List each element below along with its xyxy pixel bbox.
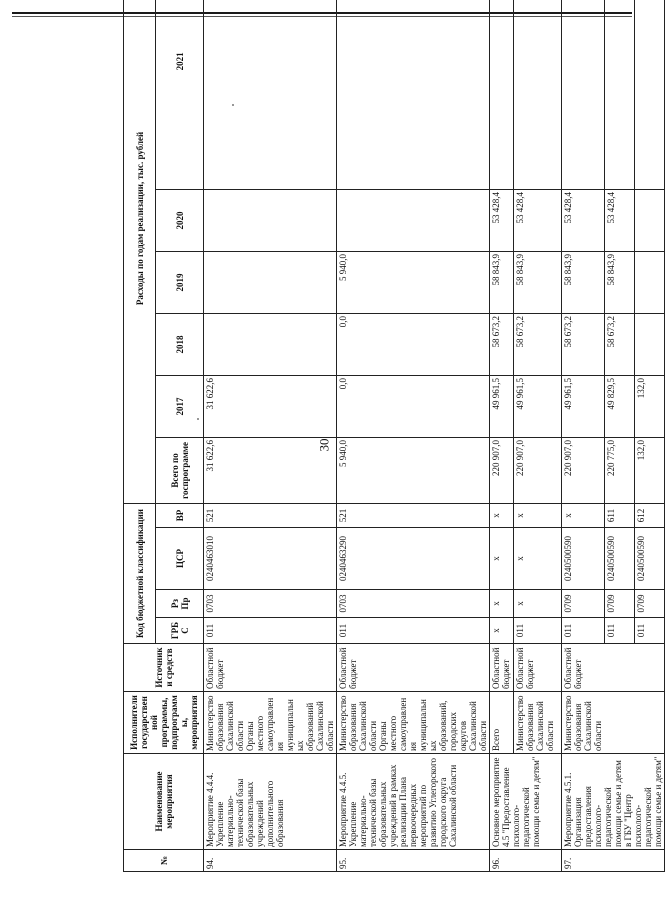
cell-rzpr: 0709 [604,590,634,618]
cell-2021 [490,0,514,189]
cell-2017: 49 961,5 [562,375,605,437]
cell-rzpr: 0709 [634,590,664,618]
cell-csr: 0240463010 [204,528,337,590]
row-source: Областной бюджет [562,644,665,692]
header-year-2018: 2018 [156,313,204,375]
cell-csr: 0240500590 [604,528,634,590]
header-grbs: ГРБС [156,618,204,644]
cell-grbs: 011 [562,618,605,644]
cell-grbs: 011 [634,618,664,644]
cell-grbs: 011 [514,618,562,644]
cell-grbs: 011 [604,618,634,644]
header-name: Наименование мероприятия [124,754,204,850]
cell-grbs: х [490,618,514,644]
row-no: 95. [337,850,490,872]
header-no: № [124,850,204,872]
cell-vr: 611 [604,503,634,527]
cell-rzpr: 0703 [204,590,337,618]
cell-2019: 58 843,9 [562,251,605,313]
cell-2021 [604,0,634,189]
row-source: Областной бюджет [204,644,337,692]
cell-2021 [337,0,490,189]
row-no: 97. [562,850,665,872]
cell-2017: 49 829,5 [604,375,634,437]
cell-total: 5 940,0 [337,437,490,503]
row-executor: Министерство образования Сахалинской области [514,692,562,754]
cell-2017: 49 961,5 [514,375,562,437]
cell-2020 [634,189,664,251]
cell-2019: 5 940,0 [337,251,490,313]
cell-2019 [634,251,664,313]
cell-rzpr: 0703 [337,590,490,618]
cell-2017: 132,0 [634,375,664,437]
cell-2017: 31 622,6 [204,375,337,437]
row-name: Мероприятие 4.5.1. Организация предоставления психолого-педагогической помощи семье и детям в ГБУ "Центр психолого-педагогической помощи семье и детям" [562,754,665,850]
cell-csr: 0240463290 [337,528,490,590]
cell-2018: 58 673,2 [490,313,514,375]
table-row [490,0,514,872]
header-year-2019: 2019 [156,251,204,313]
cell-2018: 58 673,2 [604,313,634,375]
table-row [514,0,562,872]
cell-total: 220 907,0 [490,437,514,503]
cell-2020: 53 428,4 [514,189,562,251]
row-no: 94. [204,850,337,872]
rotated-table-wrapper [123,32,663,872]
cell-total: 220 907,0 [562,437,605,503]
row-name: Мероприятие 4.4.5. Укрепление материально-технической базы образовательных учреждений в рамках реализации Плана первоочередных мероприятий по развитию Углегорского городского округа Сахалинской области [337,754,490,850]
header-total: Всего по госпрограмме [156,437,204,503]
row-executor: Министерство образования Сахалинской области Органы местного самоуправления муниципальных образований, городских округов Сахалинской области [337,692,490,754]
cell-2017: 49 961,5 [490,375,514,437]
row-executor: Министерство образования Сахалинской области [562,692,665,754]
cell-2020: 53 428,4 [490,189,514,251]
cell-2020: 53 428,4 [604,189,634,251]
cell-rzpr: х [514,590,562,618]
row-executor: Всего [490,692,514,754]
cell-csr: 0240500590 [562,528,605,590]
cell-2021 [562,0,605,189]
cell-total: 220 907,0 [514,437,562,503]
cell-vr: 521 [337,503,490,527]
cell-2021 [204,0,337,189]
cell-total: 132,0 [634,437,664,503]
cell-2020 [204,189,337,251]
cell-2018 [634,313,664,375]
cell-2021 [634,0,664,189]
cell-vr: х [490,503,514,527]
cell-vr: х [514,503,562,527]
row-source: Областной бюджет [490,644,514,692]
header-year-2020: 2020 [156,189,204,251]
cell-grbs: 011 [337,618,490,644]
cell-2019: 58 843,9 [490,251,514,313]
row-no: 96. [490,850,562,872]
cell-2019 [204,251,337,313]
cell-2020: 53 428,4 [562,189,605,251]
header-expenses: Расходы по годам реализации, тыс. рублей [124,0,156,503]
table-row [337,0,490,872]
header-source: Источники средств [124,644,204,692]
cell-csr: х [490,528,514,590]
cell-csr: х [514,528,562,590]
header-vr: ВР [156,503,204,527]
header-executors: Исполнители государственной программы, подпрограммы, мероприятия [124,692,204,754]
row-executor: Министерство образования Сахалинской области Органы местного самоуправления муниципальных образований Сахалинской области [204,692,337,754]
page-number: 30 [316,438,332,452]
row-source: Областной бюджет [514,644,562,692]
header-rzpr: Рз Пр [156,590,204,618]
table-row [562,0,605,872]
cell-vr: х [562,503,605,527]
budget-table [123,0,665,872]
cell-2018: 58 673,2 [562,313,605,375]
cell-2019: 58 843,9 [514,251,562,313]
row-source: Областной бюджет [337,644,490,692]
cell-2017: 0,0 [337,375,490,437]
cell-rzpr: 0709 [562,590,605,618]
cell-2018: 58 673,2 [514,313,562,375]
cell-2020 [337,189,490,251]
cell-2019: 58 843,9 [604,251,634,313]
cell-2018 [204,313,337,375]
cell-total: 31 622,6 [204,437,337,503]
cell-vr: 521 [204,503,337,527]
cell-csr: 0240500590 [634,528,664,590]
table-row [204,0,337,872]
cell-2021 [514,0,562,189]
row-name: Мероприятие 4.4.4. Укрепление материально-технической базы образовательных учреждений дополнительного образования [204,754,337,850]
header-budget-code: Код бюджетной классификации [124,503,156,643]
cell-2018: 0,0 [337,313,490,375]
cell-rzpr: х [490,590,514,618]
cell-total: 220 775,0 [604,437,634,503]
header-year-2021: 2021 [156,0,204,189]
header-csr: ЦСР [156,528,204,590]
cell-vr: 612 [634,503,664,527]
row-name: Основное мероприятие 4.5 "Предоставление психолого-педагогической помощи семье и детям" [490,754,562,850]
cell-grbs: 011 [204,618,337,644]
header-year-2017: 2017 [156,375,204,437]
